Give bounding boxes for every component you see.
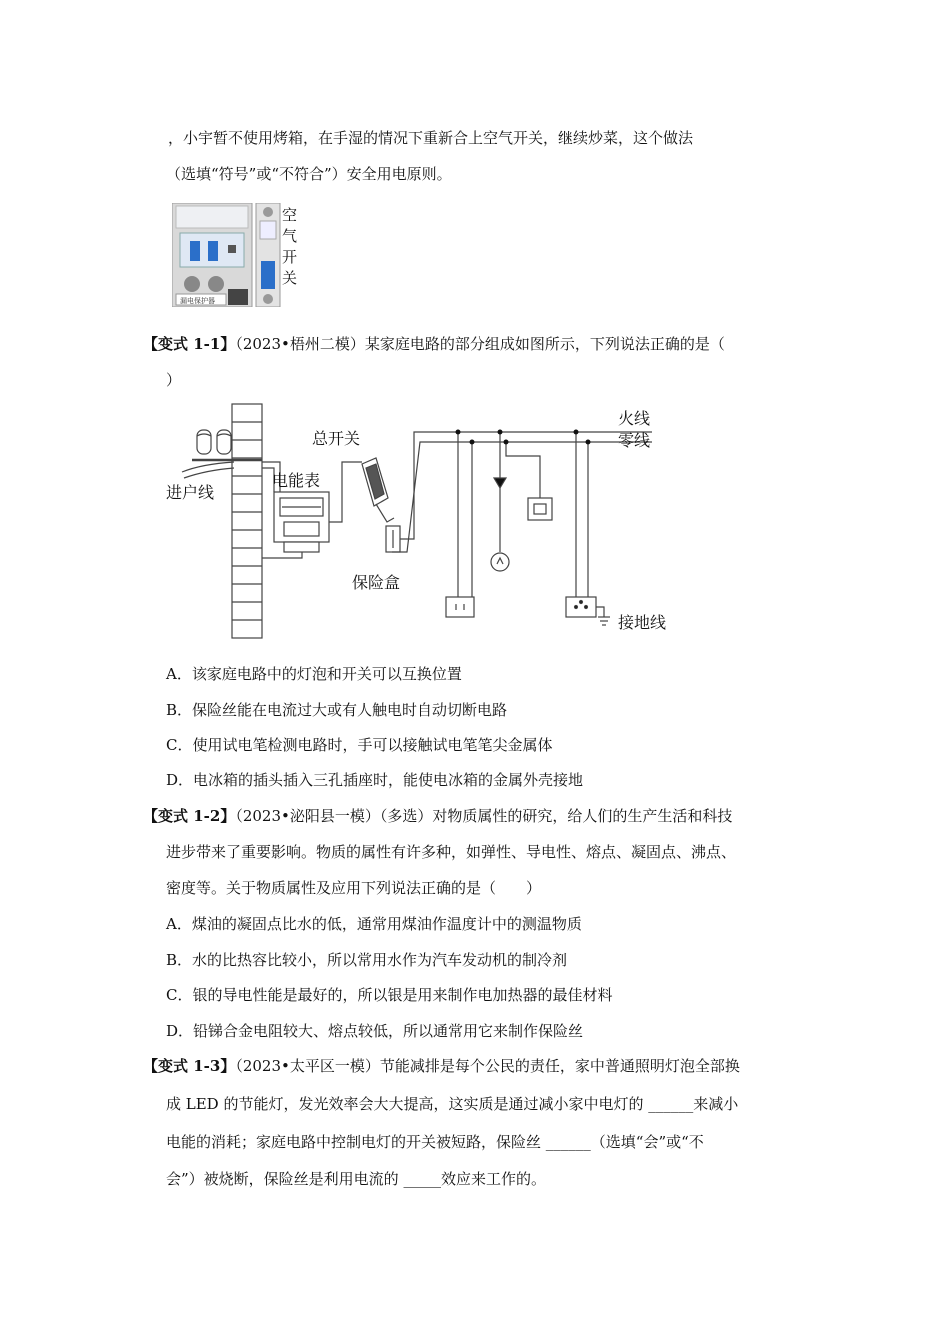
breaker-label-char: 空 [282,206,298,224]
q2-tag: 【变式 1-2】 [143,807,236,825]
q2-stem-line-3: 密度等。关于物质属性及应用下列说法正确的是（ ） [166,879,542,897]
fire-wire-label: 火线 [618,409,651,428]
main-switch-label: 总开关 [312,429,361,448]
neutral-wire-label: 零线 [618,431,651,450]
q2-source: （2023•泌阳县一模） [235,807,380,825]
ground-wire-label: 接地线 [618,613,667,632]
q1-option-d: D．电冰箱的插头插入三孔插座时，能使电冰箱的金属外壳接地 [166,771,584,789]
air-switch-figure [172,203,304,307]
q2-option-c: C．银的导电性能是最好的，所以银是用来制作电加热器的最佳材料 [166,986,613,1004]
household-circuit-diagram [162,402,672,640]
q2-option-b: B．水的比热容比较小，所以常用水作为汽车发动机的制冷剂 [166,951,568,969]
q1-stem-line-1 [143,334,725,354]
q2-stem-line-2: 进步带来了重要影响。物质的属性有许多种，如弹性、导电性、熔点、凝固点、沸点、 [166,843,737,861]
q3-source: （2023•太平区一模） [235,1057,380,1075]
q3-stem: 节能减排是每个公民的责任，家中普通照明灯泡全部换 [379,1057,740,1075]
q2-option-d: D．铅锑合金电阻较大、熔点较低，所以通常用它来制作保险丝 [166,1022,584,1040]
q1-option-c: C．使用试电笔检测电路时，手可以接触试电笔笔尖金属体 [166,736,553,754]
q3-stem-line-3: 电能的消耗；家庭电路中控制电灯的开关被短路，保险丝 ______（选填“会”或“不 [166,1133,704,1151]
q1-tag: 【变式 1-1】 [143,335,236,353]
q2-stem-line-1 [143,806,732,826]
q1-stem-line-2: ） [166,371,182,389]
q2-stem: （多选）对物质属性的研究，给人们的生产生活和科技 [379,807,733,825]
q3-stem-line-2: 成 LED 的节能灯，发光效率会大大提高，这实质是通过减小家中电灯的 ______来减小 [166,1095,739,1113]
meter-label: 电能表 [272,471,321,490]
q3-stem-line-1 [143,1056,740,1076]
intro-line-2: （选填“符号”或“不符合”）安全用电原则。 [166,165,452,183]
service-line-label: 进户线 [166,483,215,502]
q1-option-b: B．保险丝能在电流过大或有人触电时自动切断电路 [166,701,508,719]
q1-stem: 某家庭电路的部分组成如图所示，下列说法正确的是（ [364,335,725,353]
breaker-label-char: 关 [282,269,298,287]
q1-source: （2023•梧州二模） [235,335,365,353]
q3-stem-line-4: 会”）被烧断，保险丝是利用电流的 _____效应来工作的。 [166,1170,546,1188]
breaker-label-char: 气 [282,227,298,245]
q3-tag: 【变式 1-3】 [143,1057,236,1075]
intro-line-1: ，小宇暂不使用烤箱，在手湿的情况下重新合上空气开关，继续炒菜，这个做法 [168,129,694,147]
q2-option-a: A．煤油的凝固点比水的低，通常用煤油作温度计中的测温物质 [166,915,582,933]
fuse-box-label: 保险盒 [352,573,401,592]
breaker-small-label: 漏电保护器 [180,297,215,305]
breaker-label-char: 开 [282,248,298,266]
q1-option-a: A．该家庭电路中的灯泡和开关可以互换位置 [166,665,462,683]
